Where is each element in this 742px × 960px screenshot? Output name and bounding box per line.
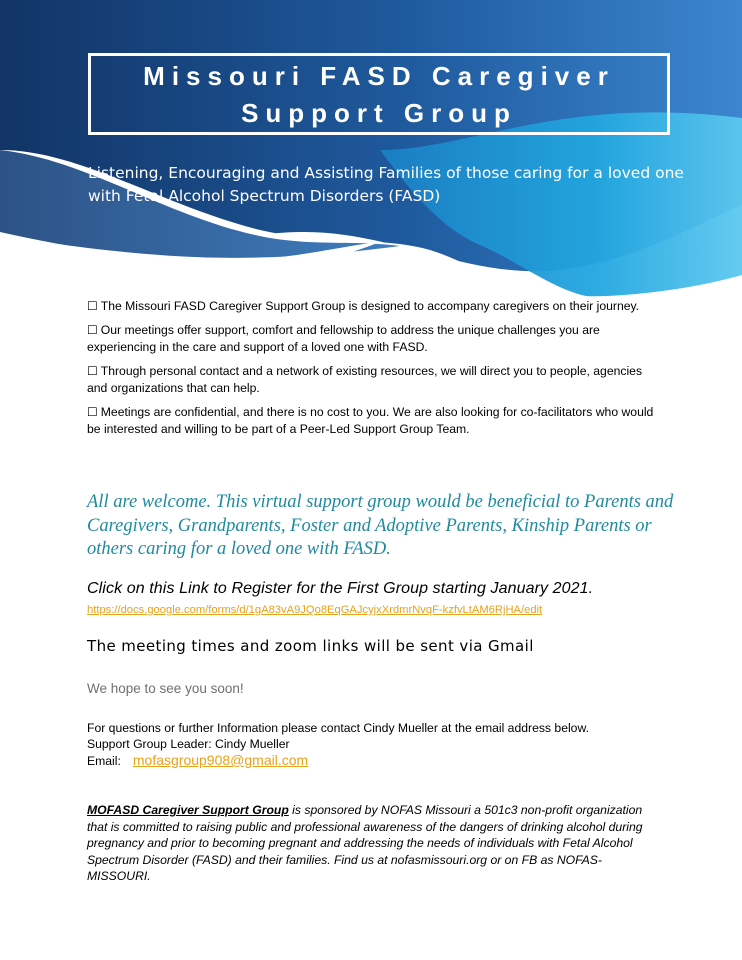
- meeting-times-note: The meeting times and zoom links will be sent via Gmail: [87, 637, 534, 655]
- email-link[interactable]: mofasgroup908@gmail.com: [132, 752, 309, 768]
- register-prompt: Click on this Link to Register for the First Group starting January 2021.: [87, 580, 594, 597]
- checkbox-icon: ☐: [87, 405, 98, 419]
- bullet-item: [87, 298, 659, 315]
- email-line: [87, 752, 657, 769]
- email-label: Email:: [87, 754, 121, 768]
- contact-intro: For questions or further Information please contact Cindy Mueller at the email address below.: [87, 721, 589, 735]
- bullet-text: Our meetings offer support, comfort and fellowship to address the unique challenges you are experiencing in the care and support of a loved one with FASD.: [87, 323, 600, 354]
- group-leader: Support Group Leader: Cindy Mueller: [87, 737, 290, 751]
- checkbox-icon: ☐: [87, 364, 98, 378]
- bullet-list: [87, 298, 659, 445]
- sponsor-org: MOFASD Caregiver Support Group: [87, 803, 289, 817]
- checkbox-icon: ☐: [87, 323, 98, 337]
- checkbox-icon: ☐: [87, 299, 98, 313]
- registration-link[interactable]: https://docs.google.com/forms/d/1gA83vA9JQo8EqGAJcyjxXrdmrNvqF-kzfvLtAM6RjHA/edit: [87, 604, 543, 616]
- closing-note: We hope to see you soon!: [87, 681, 244, 696]
- bullet-text: The Missouri FASD Caregiver Support Group is designed to accompany caregivers on their journey.: [100, 299, 640, 313]
- bullet-item: [87, 404, 659, 438]
- title-box: [88, 53, 670, 135]
- tagline: Listening, Encouraging and Assisting Families of those caring for a loved one with Fetal Alcohol Spectrum Disorders (FASD): [88, 164, 684, 205]
- bullet-text: Through personal contact and a network of existing resources, we will direct you to people, agencies and organizations that can help.: [87, 364, 643, 395]
- contact-section: [87, 720, 657, 769]
- welcome-statement: All are welcome. This virtual support group would be beneficial to Parents and Caregivers, Grandparents, Foster and Adoptive Parents, Kinship Parents or others caring for a loved one with FASD.: [87, 492, 674, 559]
- bullet-text: Meetings are confidential, and there is no cost to you. We are also looking for co-facilitators who would be interested and willing to be part of a Peer-Led Support Group Team.: [87, 405, 654, 436]
- header-banner: [0, 0, 742, 300]
- sponsor-text: is sponsored by NOFAS Missouri a 501c3 non-profit organization that is committed to raising public and professional awareness of the dangers of drinking alcohol during pregnancy and prior to becoming pregnant and addressing the needs of individuals with Fetal Alcohol Spectrum Disorder (FASD) and their families. Find us at nofasmissouri.org or on FB as NOFAS-MISSOURI.: [87, 803, 643, 883]
- page-title: Missouri FASD Caregiver Support Group: [143, 60, 615, 128]
- wave-background: [0, 0, 742, 300]
- sponsor-statement: [87, 802, 659, 885]
- bullet-item: [87, 363, 659, 397]
- bullet-item: [87, 322, 659, 356]
